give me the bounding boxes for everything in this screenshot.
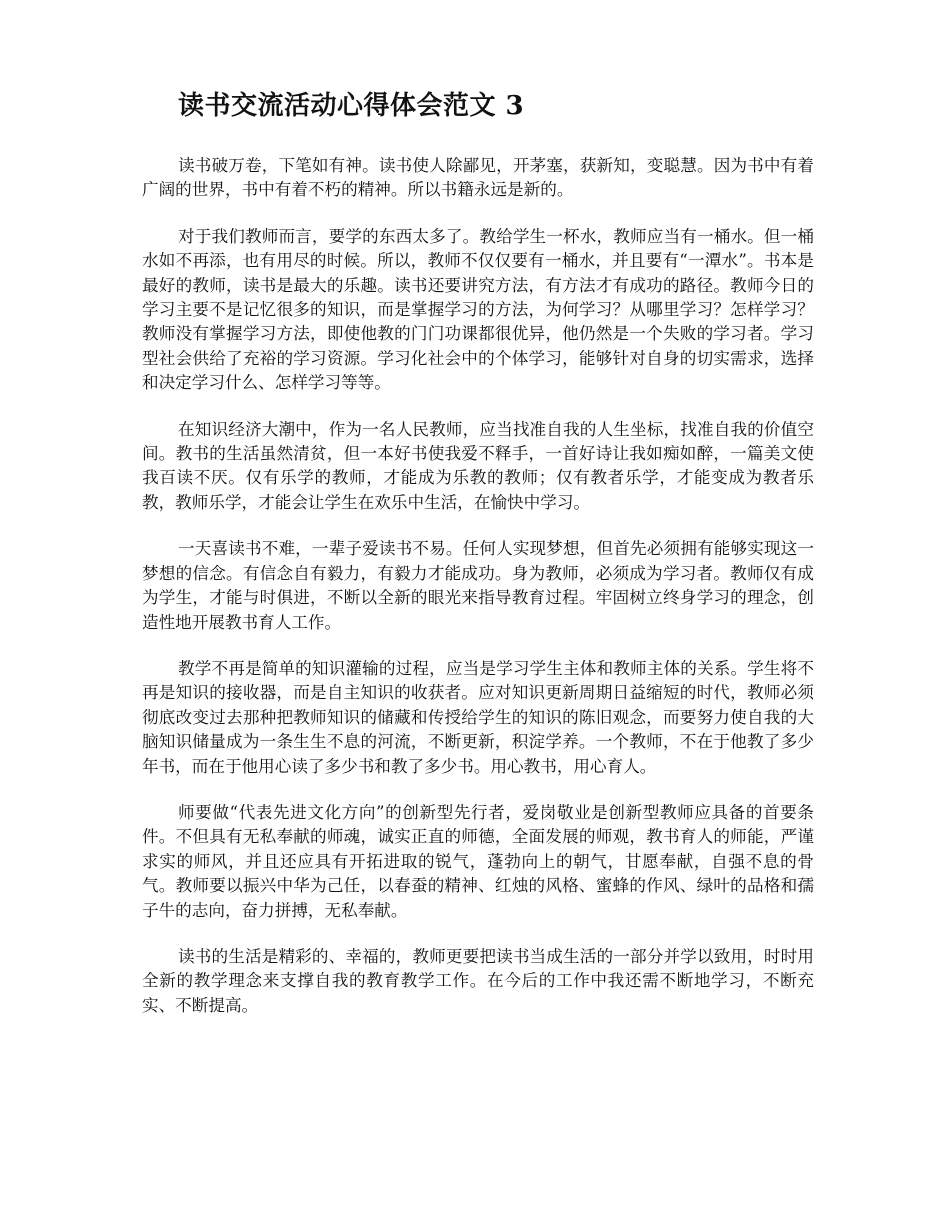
document-body bbox=[142, 154, 814, 1040]
document-title: 读书交流活动心得体会范文 3 bbox=[178, 91, 525, 121]
paragraph-2: 对于我们教师而言，要学的东西太多了。教给学生一杯水，教师应当有一桶水。但一桶水如不再添，也有用尽的时候。所以，教师不仅仅要有一桶水，并且要有“一潭水”。书本是最好的教师，读书是最大的乐趣。读书还要讲究方法，有方法才有成功的路径。教师今日的学习主要不是记忆很多的知识，而是掌握学习的方法，为何学习？从哪里学习？怎样学习？教师没有掌握学习方法，即使他教的门门功课都很优异，他仍然是一个失败的学习者。学习型社会供给了充裕的学习资源。学习化社会中的个体学习，能够针对自身的切实需求，选择和决定学习什么、怎样学习等等。 bbox=[142, 226, 814, 393]
paragraph-1: 读书破万卷，下笔如有神。读书使人除鄙见，开茅塞，获新知，变聪慧。因为书中有着广阔的世界，书中有着不朽的精神。所以书籍永远是新的。 bbox=[142, 156, 814, 200]
paragraph-6: 师要做“代表先进文化方向”的创新型先行者，爱岗敬业是创新型教师应具备的首要条件。不但具有无私奉献的师魂，诚实正直的师德，全面发展的师观，教书育人的师能，严谨求实的师风，并且还应具有开拓进取的锐气，蓬勃向上的朝气，甘愿奉献，自强不息的骨气。教师要以振兴中华为己任，以春蚕的精神、红烛的风格、蜜蜂的作风、绿叶的品格和孺子牛的志向，奋力拼搏，无私奉献。 bbox=[142, 802, 814, 920]
paragraph-3: 在知识经济大潮中，作为一名人民教师，应当找准自我的人生坐标，找准自我的价值空间。教书的生活虽然清贫，但一本好书使我爱不释手，一首好诗让我如痴如醉，一篇美文使我百读不厌。仅有乐学的教师，才能成为乐教的教师；仅有教者乐学，才能变成为教者乐教，教师乐学，才能会让学生在欢乐中生活，在愉快中学习。 bbox=[142, 419, 814, 512]
paragraph-5: 教学不再是简单的知识灌输的过程，应当是学习学生主体和教师主体的关系。学生将不再是知识的接收器，而是自主知识的收获者。应对知识更新周期日益缩短的时代，教师必须彻底改变过去那种把教师知识的储藏和传授给学生的知识的陈旧观念，而要努力使自我的大脑知识储量成为一条生生不息的河流，不断更新，积淀学养。一个教师，不在于他教了多少年书，而在于他用心读了多少书和教了多少书。用心教书，用心育人。 bbox=[142, 658, 814, 776]
paragraph-7: 读书的生活是精彩的、幸福的，教师更要把读书当成生活的一部分并学以致用，时时用全新的教学理念来支撑自我的教育教学工作。在今后的工作中我还需不断地学习，不断充实、不断提高。 bbox=[142, 946, 814, 1015]
paragraph-4: 一天喜读书不难，一辈子爱读书不易。任何人实现梦想，但首先必须拥有能够实现这一梦想的信念。有信念自有毅力，有毅力才能成功。身为教师，必须成为学习者。教师仅有成为学生，才能与时俱进，不断以全新的眼光来指导教育过程。牢固树立终身学习的理念，创造性地开展教书育人工作。 bbox=[142, 539, 814, 632]
